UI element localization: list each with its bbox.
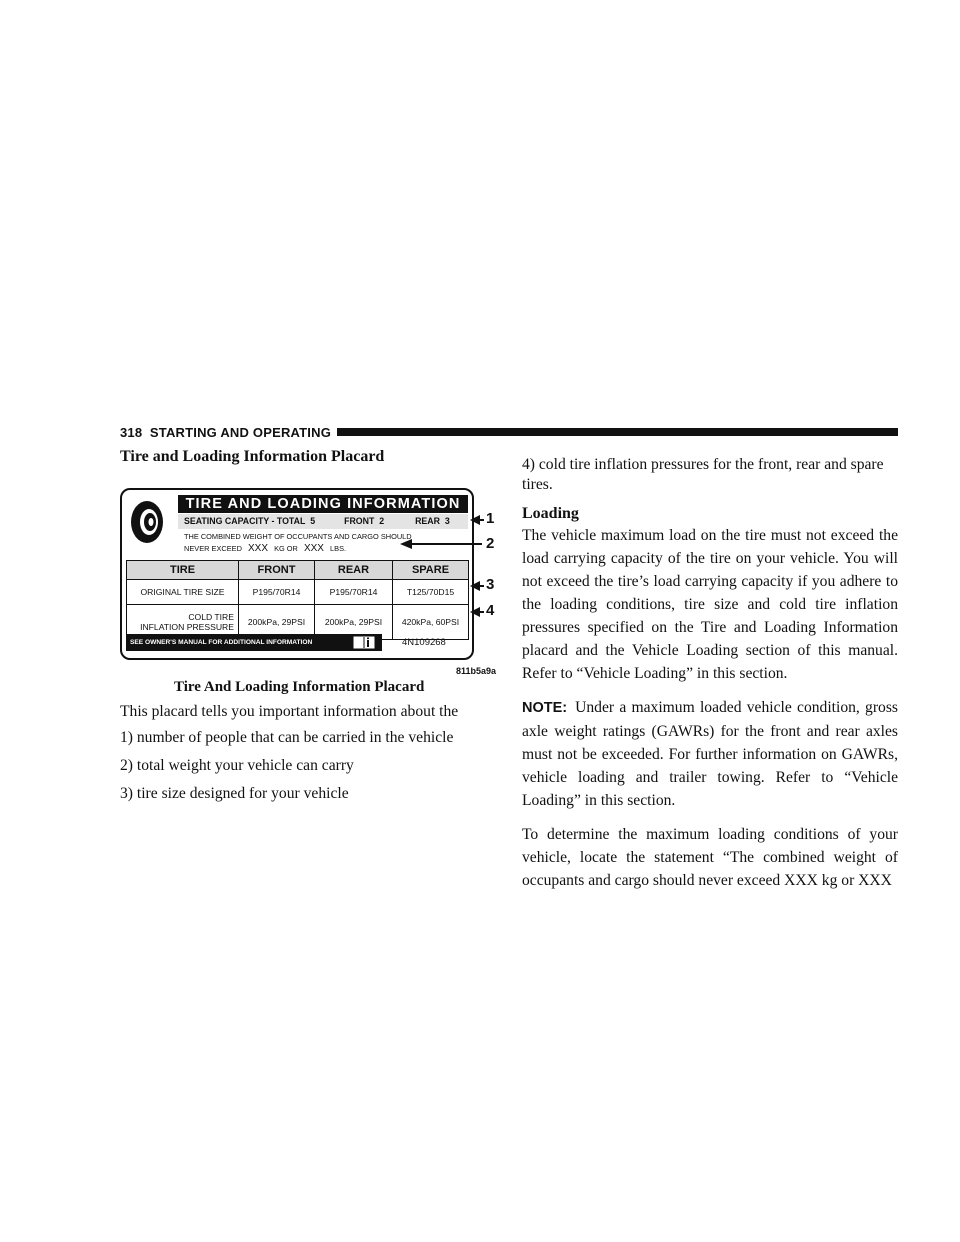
list-item-continued: 4) cold tire inflation pressures for the front, rear and spare tires.: [522, 456, 884, 493]
callout-arrows: [120, 488, 498, 668]
kg-placeholder: XXX: [247, 543, 268, 554]
rear-seat-label: REAR: [415, 516, 441, 526]
owners-manual-note: SEE OWNER'S MANUAL FOR ADDITIONAL INFORMATION: [126, 634, 382, 651]
row-label-pressure: COLD TIRE INFLATION PRESSURE: [127, 605, 239, 640]
front-seat-value: 2: [379, 516, 385, 526]
figure-code: 811b5a9a: [455, 666, 496, 676]
list-item: 1) number of people that can be carried in the vehicle: [120, 729, 454, 746]
seating-label: SEATING CAPACITY - TOTAL: [184, 516, 306, 526]
section-name: STARTING AND OPERATING: [149, 424, 332, 440]
header-tire: TIRE: [127, 561, 239, 580]
row-label-tire-size: ORIGINAL TIRE SIZE: [127, 580, 239, 605]
spare-pressure: 420kPa, 60PSI: [393, 605, 469, 640]
kg-or-label: KG OR: [274, 544, 298, 553]
callout-arrowhead-2: [400, 539, 412, 549]
seating-total: 5: [310, 516, 316, 526]
section-title: Tire and Loading Information Placard: [120, 448, 385, 465]
right-column: [522, 455, 898, 892]
loading-paragraph: The vehicle maximum load on the tire must not exceed the load carrying capacity of the tire on your vehicle. You will not exceed the tire’s load carrying capacity if you adhere to the loading conditions, tire size and cold tire inflation pressures specified on the Tire and Loading Information placard and the Vehicle Loading section of this manual. Refer to “Vehicle Loading” in this section.: [522, 527, 898, 682]
determine-paragraph: To determine the maximum loading conditions of your vehicle, locate the statement “The combined weight of occupants and cargo should never exceed XXX kg or XXX: [522, 826, 898, 889]
rear-tire-size: P195/70R14: [315, 580, 393, 605]
left-column: [120, 448, 498, 805]
note-text: Under a maximum loaded vehicle condition, gross axle weight ratings (GAWRs) for the front and rear axles must not be exceeded. For further information on GAWRs, vehicle loading and trailer towing. Refer to “Vehicle Loading” in this section.: [522, 699, 898, 809]
front-seat-label: FRONT: [344, 516, 375, 526]
page-header-label: [120, 425, 331, 440]
callout-4: 4: [486, 602, 495, 619]
callout-1: 1: [486, 510, 495, 527]
placard-title: TIRE AND LOADING INFORMATION: [178, 495, 468, 513]
front-pressure: 200kPa, 29PSI: [239, 605, 315, 640]
figure-caption: Tire And Loading Information Placard: [174, 679, 425, 695]
list-item: 3) tire size designed for your vehicle: [120, 785, 349, 802]
part-number: 4N109268: [402, 637, 446, 648]
callout-2: 2: [486, 535, 495, 552]
list-item: 2) total weight your vehicle can carry: [120, 757, 354, 774]
page-number: 318: [120, 424, 143, 440]
note-paragraph: [522, 696, 898, 812]
loading-heading: Loading: [522, 505, 579, 522]
header-spare: SPARE: [393, 561, 469, 580]
front-tire-size: P195/70R14: [239, 580, 315, 605]
callout-arrowhead-4: [470, 607, 480, 617]
lbs-placeholder: XXX: [303, 543, 324, 554]
callout-3: 3: [486, 576, 495, 593]
callout-arrowhead-3: [470, 581, 480, 591]
intro-paragraph: This placard tells you important information about the: [120, 703, 459, 720]
note-label: NOTE:: [522, 700, 568, 716]
placard-figure: [120, 488, 498, 732]
combined-weight-line: THE COMBINED WEIGHT OF OCCUPANTS AND CARGO SHOULD: [184, 532, 412, 541]
callout-arrowhead-1: [470, 515, 480, 525]
running-header: [120, 422, 898, 442]
rear-seat-value: 3: [444, 516, 450, 526]
never-exceed-label: NEVER EXCEED: [184, 544, 242, 553]
header-rule: [337, 428, 898, 436]
header-rear: REAR: [315, 561, 393, 580]
lbs-label: LBS.: [330, 544, 347, 553]
header-front: FRONT: [239, 561, 315, 580]
rear-pressure: 200kPa, 29PSI: [315, 605, 393, 640]
spare-tire-size: T125/70D15: [393, 580, 469, 605]
